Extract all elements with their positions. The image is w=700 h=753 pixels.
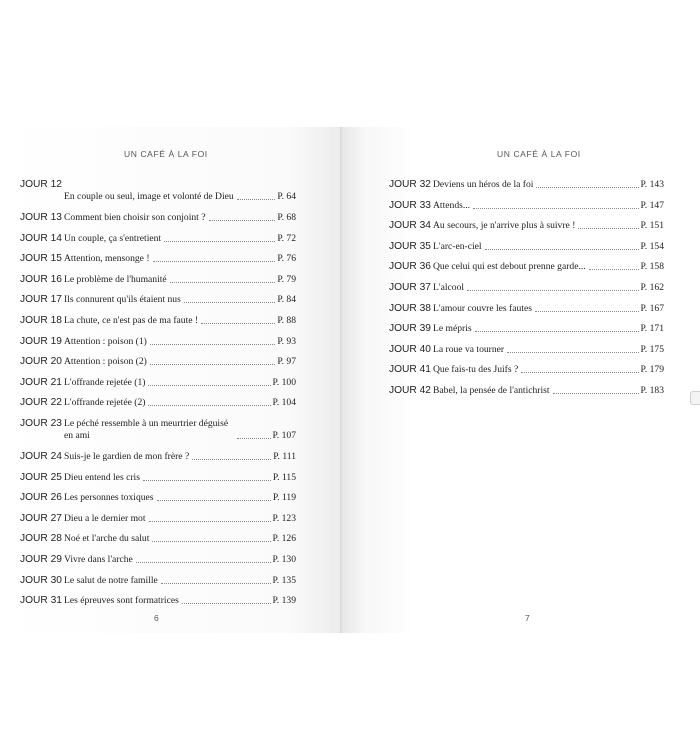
toc-entry-title-line	[433, 179, 664, 191]
toc-entry-title: Les épreuves sont formatrices	[64, 595, 179, 607]
toc-entry-title: L'arc-en-ciel	[433, 240, 482, 252]
toc-entry-title-line	[64, 253, 296, 265]
toc-entry	[20, 554, 296, 575]
toc-entry	[20, 294, 296, 315]
toc-entry-title-line	[64, 212, 296, 224]
toc-entry-day: JOUR 31	[20, 595, 62, 607]
toc-entry-day: JOUR 27	[20, 512, 62, 524]
dot-leader	[535, 311, 639, 312]
dot-leader	[536, 187, 638, 188]
dot-leader	[184, 302, 275, 303]
toc-entry-day: JOUR 37	[389, 281, 431, 293]
toc-entry-page: P. 175	[640, 343, 664, 355]
toc-entry-title-line	[64, 397, 296, 409]
toc-entry-day: JOUR 21	[20, 376, 62, 388]
running-head-left: UN CAFÉ À LA FOI	[124, 149, 208, 159]
dot-leader	[553, 393, 639, 394]
toc-entry-page: P. 84	[277, 294, 296, 306]
dot-leader	[136, 562, 271, 563]
toc-entry-title-line	[433, 282, 664, 294]
toc-entry-page: P. 139	[272, 595, 296, 607]
dot-leader	[170, 282, 276, 283]
toc-entry-title-line	[64, 418, 296, 442]
toc-entry-title-line	[433, 220, 664, 232]
toc-entry-page: P. 107	[272, 429, 296, 441]
toc-entry	[20, 418, 296, 451]
dot-leader	[164, 241, 275, 242]
toc-entry-title: Deviens un héros de la foi	[433, 179, 534, 190]
toc-entry-page: P. 179	[640, 364, 664, 376]
toc-entry	[20, 253, 296, 274]
toc-entry-page: P. 119	[272, 492, 296, 504]
toc-entry-title: La roue va tourner	[433, 343, 505, 355]
toc-entry-day: JOUR 17	[20, 294, 62, 306]
toc-entry-title: Comment bien choisir son conjoint ?	[64, 212, 206, 223]
toc-entry-title: Attention, mensonge !	[64, 253, 150, 265]
toc-entry-title-line	[433, 364, 664, 376]
toc-entry-title: Un couple, ça s'entretient	[64, 232, 162, 244]
book-spread	[0, 127, 700, 633]
toc-entry-title-line	[64, 315, 296, 327]
dot-leader	[209, 220, 276, 221]
toc-entry-title: L'alcool	[433, 281, 465, 293]
toc-entry-title: Dieu entend les cris	[64, 471, 140, 483]
toc-entry-day: JOUR 30	[20, 574, 62, 586]
toc-entry-title-line	[64, 492, 296, 504]
toc-entry-day: JOUR 15	[20, 253, 62, 265]
toc-entry-title: Vivre dans l'arche	[64, 553, 133, 565]
toc-entry-day: JOUR 18	[20, 314, 62, 326]
dot-leader	[182, 603, 271, 604]
toc-entry-title: L'offrande rejetée (2)	[64, 397, 146, 409]
toc-entry-day: JOUR 34	[389, 220, 431, 232]
toc-entry-title: Babel, la pensée de l'antichrist	[433, 384, 550, 396]
dot-leader	[473, 208, 638, 209]
toc-entry-day: JOUR 13	[20, 212, 62, 223]
toc-entry-title-line	[64, 451, 296, 463]
toc-entry-title: Le problème de l'humanité	[64, 273, 167, 285]
toc-entry	[389, 303, 664, 324]
toc-entry-title-line	[433, 261, 664, 273]
dot-leader	[467, 290, 639, 291]
toc-entry	[389, 323, 664, 344]
toc-entry-title: Le salut de notre famille	[64, 574, 158, 586]
toc-entry-day: JOUR 42	[389, 384, 431, 396]
toc-entry-day: JOUR 38	[389, 302, 431, 314]
toc-entry-title: L'amour couvre les fautes	[433, 302, 532, 314]
toc-entry-title-line	[433, 344, 664, 356]
toc-entry-title: Le péché ressemble à un meurtrier déguisé en ami	[64, 417, 229, 441]
toc-entry-page: P. 111	[273, 450, 296, 462]
toc-entry-page: P. 115	[272, 471, 296, 483]
toc-entry	[389, 200, 664, 221]
page-number-right: 7	[525, 613, 530, 623]
dot-leader	[148, 405, 270, 406]
toc-entry-day: JOUR 33	[389, 199, 431, 211]
toc-entry-page: P. 126	[272, 533, 296, 545]
toc-entry-page: P. 76	[277, 253, 296, 265]
toc-entry	[20, 451, 296, 472]
toc-entry-title-line	[64, 294, 296, 306]
dot-leader	[157, 500, 271, 501]
toc-entry-page: P. 158	[640, 261, 664, 273]
toc-entry-day: JOUR 19	[20, 335, 62, 347]
toc-entry-day: JOUR 41	[389, 364, 431, 376]
toc-entry-page: P. 72	[277, 232, 296, 244]
toc-entry	[20, 315, 296, 336]
toc-list-right	[389, 179, 664, 406]
toc-entry-title-line	[433, 385, 664, 397]
toc-entry-title-line	[64, 595, 296, 607]
toc-entry-page: P. 100	[272, 376, 296, 388]
toc-entry-title-line	[64, 533, 296, 545]
toc-entry	[20, 472, 296, 493]
toc-entry-page: P. 135	[272, 574, 296, 586]
toc-entry	[389, 179, 664, 200]
toc-entry	[20, 377, 296, 398]
toc-entry-page: P. 123	[272, 512, 296, 524]
toc-entry-title: Attends...	[433, 199, 471, 211]
dot-leader	[143, 480, 271, 481]
toc-entry-title: Dieu a le dernier mot	[64, 512, 146, 524]
toc-entry-day: JOUR 14	[20, 232, 62, 244]
toc-entry-title: En couple ou seul, image et volonté de Dieu	[64, 191, 234, 202]
toc-entry-title: Le mépris	[433, 323, 472, 335]
toc-entry-title: L'offrande rejetée (1)	[64, 376, 146, 388]
toc-entry	[20, 233, 296, 254]
toc-entry-page: P. 171	[640, 323, 664, 335]
toc-entry	[20, 397, 296, 418]
dot-leader	[150, 344, 275, 345]
right-page	[343, 127, 700, 633]
toc-entry	[389, 241, 664, 262]
toc-entry-title-line	[64, 575, 296, 587]
page-number-left: 6	[154, 613, 159, 623]
toc-entry-title: Ils connurent qu'ils étaient nus	[64, 294, 181, 306]
dot-leader	[475, 331, 639, 332]
toc-entry-page: P. 151	[640, 220, 664, 232]
toc-entry-day: JOUR 40	[389, 343, 431, 355]
toc-entry-title-line	[64, 554, 296, 566]
toc-entry-page: P. 183	[640, 384, 664, 396]
dot-leader	[507, 352, 638, 353]
toc-entry-page: P. 93	[277, 335, 296, 347]
dot-leader	[192, 459, 271, 460]
toc-entry	[20, 492, 296, 513]
dot-leader	[589, 269, 639, 270]
toc-entry-title: Attention : poison (1)	[64, 335, 147, 347]
toc-entry-title-line	[64, 274, 296, 286]
running-head-right: UN CAFÉ À LA FOI	[497, 149, 581, 159]
toc-entry-page: P. 147	[640, 199, 664, 211]
toc-entry-day: JOUR 16	[20, 273, 62, 285]
dot-leader	[237, 199, 276, 200]
toc-entry-day: JOUR 39	[389, 323, 431, 335]
toc-entry	[20, 533, 296, 554]
toc-entry-page: P. 79	[277, 273, 296, 285]
toc-entry	[389, 282, 664, 303]
toc-entry-day: JOUR 28	[20, 533, 62, 545]
toc-entry-title: La chute, ce n'est pas de ma faute !	[64, 314, 199, 326]
toc-entry-day: JOUR 35	[389, 240, 431, 252]
toc-entry-title: Noé et l'arche du salut	[64, 533, 150, 545]
toc-entry-day: JOUR 36	[389, 261, 431, 273]
toc-entry-title: Que fais-tu des Juifs ?	[433, 364, 519, 376]
toc-entry-day: JOUR 26	[20, 492, 62, 504]
toc-entry	[389, 344, 664, 365]
dot-leader	[201, 323, 275, 324]
toc-entry-title-line	[64, 179, 296, 203]
toc-entry-page: P. 143	[640, 179, 664, 190]
dot-leader	[521, 372, 638, 373]
toc-entry-title: Au secours, je n'arrive plus à suivre !	[433, 220, 576, 232]
toc-entry	[20, 179, 296, 212]
toc-entry-day: JOUR 12	[20, 179, 62, 190]
dot-leader	[149, 521, 271, 522]
toc-entry-page: P. 97	[277, 356, 296, 368]
toc-entry-page: P. 104	[272, 397, 296, 409]
toc-entry-title-line	[433, 303, 664, 315]
toc-entry-title: Suis-je le gardien de mon frère ?	[64, 450, 190, 462]
toc-entry	[389, 220, 664, 241]
dot-leader	[152, 541, 270, 542]
toc-entry-page: P. 162	[640, 281, 664, 293]
toc-entry-day: JOUR 32	[389, 179, 431, 190]
toc-entry	[20, 336, 296, 357]
toc-list-left	[20, 179, 296, 616]
dot-leader	[150, 364, 275, 365]
toc-entry-page: P. 154	[640, 240, 664, 252]
toc-entry-day: JOUR 25	[20, 471, 62, 483]
toc-entry-day: JOUR 23	[20, 417, 62, 429]
toc-entry-page: P. 64	[277, 191, 296, 202]
toc-entry	[20, 274, 296, 295]
toc-entry-day: JOUR 24	[20, 450, 62, 462]
toc-entry-title-line	[433, 241, 664, 253]
left-page	[0, 127, 341, 633]
toc-entry-page: P. 130	[272, 553, 296, 565]
toc-entry-day: JOUR 29	[20, 553, 62, 565]
toc-entry-title-line	[64, 336, 296, 348]
dot-leader	[148, 385, 270, 386]
toc-entry-page: P. 68	[277, 212, 296, 223]
side-scroll-tab[interactable]	[690, 391, 700, 405]
dot-leader	[237, 438, 271, 439]
toc-entry-title-line	[64, 233, 296, 245]
toc-entry-title-line	[433, 323, 664, 335]
toc-entry	[20, 356, 296, 377]
dot-leader	[161, 583, 271, 584]
toc-entry-title-line	[64, 472, 296, 484]
toc-entry	[389, 364, 664, 385]
toc-entry-title: Attention : poison (2)	[64, 356, 147, 368]
toc-entry-title: Les personnes toxiques	[64, 492, 154, 504]
toc-entry-title-line	[64, 513, 296, 525]
toc-entry	[20, 212, 296, 233]
dot-leader	[578, 228, 638, 229]
toc-entry-page: P. 88	[277, 314, 296, 326]
toc-entry-day: JOUR 22	[20, 397, 62, 409]
toc-entry-title: Que celui qui est debout prenne garde...	[433, 261, 586, 273]
toc-entry-title-line	[64, 356, 296, 368]
toc-entry	[20, 575, 296, 596]
toc-entry	[389, 261, 664, 282]
toc-entry-title-line	[64, 377, 296, 389]
dot-leader	[153, 261, 276, 262]
toc-entry	[20, 513, 296, 534]
toc-entry	[389, 385, 664, 406]
toc-entry-title-line	[433, 200, 664, 212]
toc-entry-page: P. 167	[640, 302, 664, 314]
dot-leader	[485, 249, 639, 250]
toc-entry-day: JOUR 20	[20, 356, 62, 368]
